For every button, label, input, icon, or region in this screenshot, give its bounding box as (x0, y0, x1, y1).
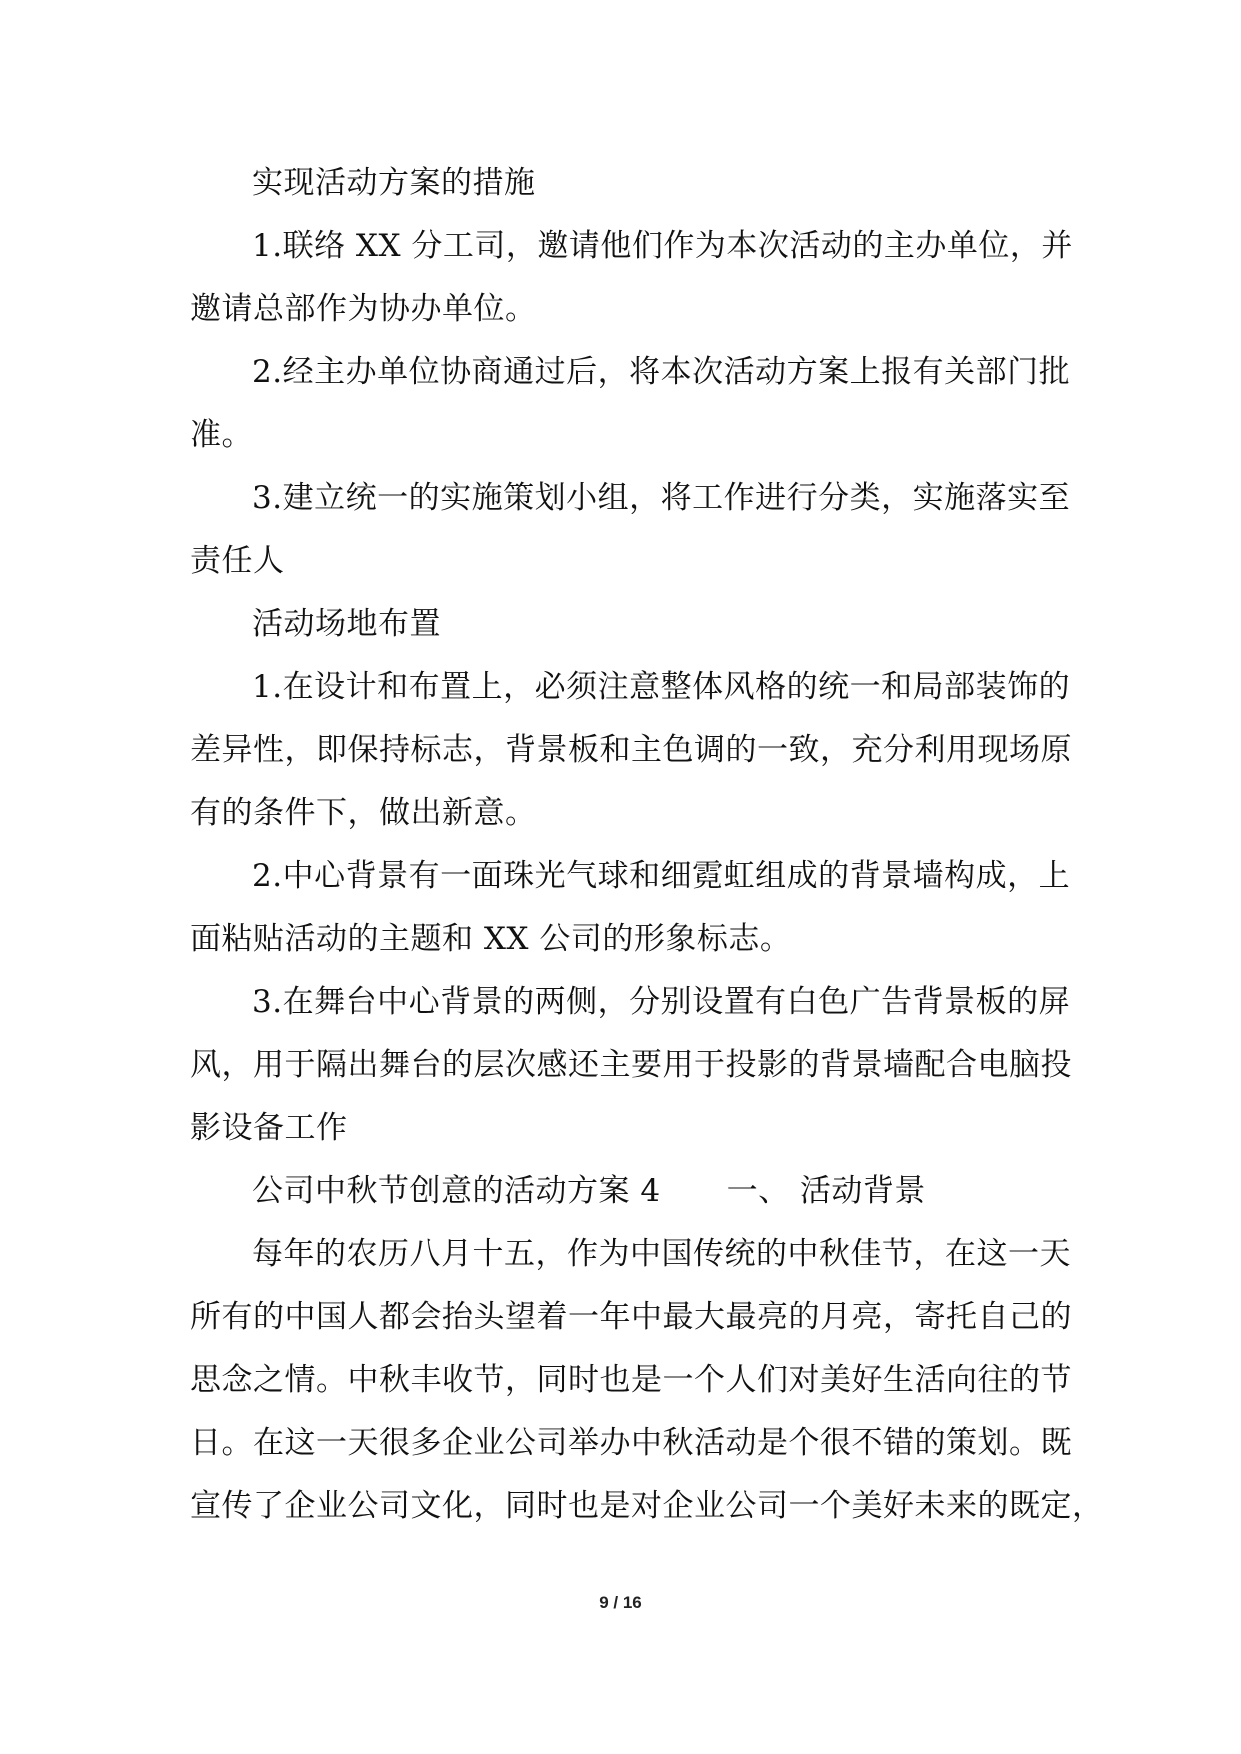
paragraph-line: 影设备工作 (190, 1110, 348, 1146)
paragraph-line: 面粘贴活动的主题和 XX 公司的形象标志。 (190, 921, 792, 957)
paragraph-line: 所有的中国人都会抬头望着一年中最大最亮的月亮，寄托自己的 (190, 1299, 1072, 1335)
paragraph-line: 1.联络 XX 分工司，邀请他们作为本次活动的主办单位，并 (252, 228, 1073, 264)
paragraph-line: 思念之情。中秋丰收节，同时也是一个人们对美好生活向往的节 (190, 1362, 1072, 1398)
paragraph-line: 1.在设计和布置上，必须注意整体风格的统一和局部装饰的 (252, 669, 1071, 705)
paragraph-line: 邀请总部作为协办单位。 (190, 291, 537, 327)
paragraph-line: 差异性，即保持标志，背景板和主色调的一致，充分利用现场原 (190, 732, 1072, 768)
plan-title-line (252, 1171, 926, 1211)
paragraph-line: 风，用于隔出舞台的层次感还主要用于投影的背景墙配合电脑投 (190, 1047, 1072, 1083)
paragraph-line: 每年的农历八月十五，作为中国传统的中秋佳节，在这一天 (252, 1236, 1071, 1272)
section-heading-measures: 实现活动方案的措施 (252, 165, 536, 201)
paragraph-line: 日。在这一天很多企业公司举办中秋活动是个很不错的策划。既 (190, 1425, 1072, 1461)
paragraph-line: 2.中心背景有一面珠光气球和细霓虹组成的背景墙构成，上 (252, 858, 1071, 894)
paragraph-line: 责任人 (190, 543, 285, 579)
paragraph-line: 有的条件下，做出新意。 (190, 795, 537, 831)
page-number: 9 / 16 (599, 1593, 642, 1612)
paragraph-line: 3.在舞台中心背景的两侧，分别设置有白色广告背景板的屏 (252, 984, 1071, 1020)
paragraph-line: 3.建立统一的实施策划小组，将工作进行分类，实施落实至 (252, 480, 1071, 516)
paragraph-line: 准。 (190, 417, 253, 453)
section-heading-venue: 活动场地布置 (252, 606, 441, 642)
paragraph-line: 宣传了企业公司文化，同时也是对企业公司一个美好未来的既定， (190, 1488, 1104, 1524)
section-heading-background: 一、 活动背景 (726, 1173, 926, 1209)
paragraph-line: 2.经主办单位协商通过后，将本次活动方案上报有关部门批 (252, 354, 1071, 390)
plan-title: 公司中秋节创意的活动方案 4 (252, 1173, 661, 1209)
